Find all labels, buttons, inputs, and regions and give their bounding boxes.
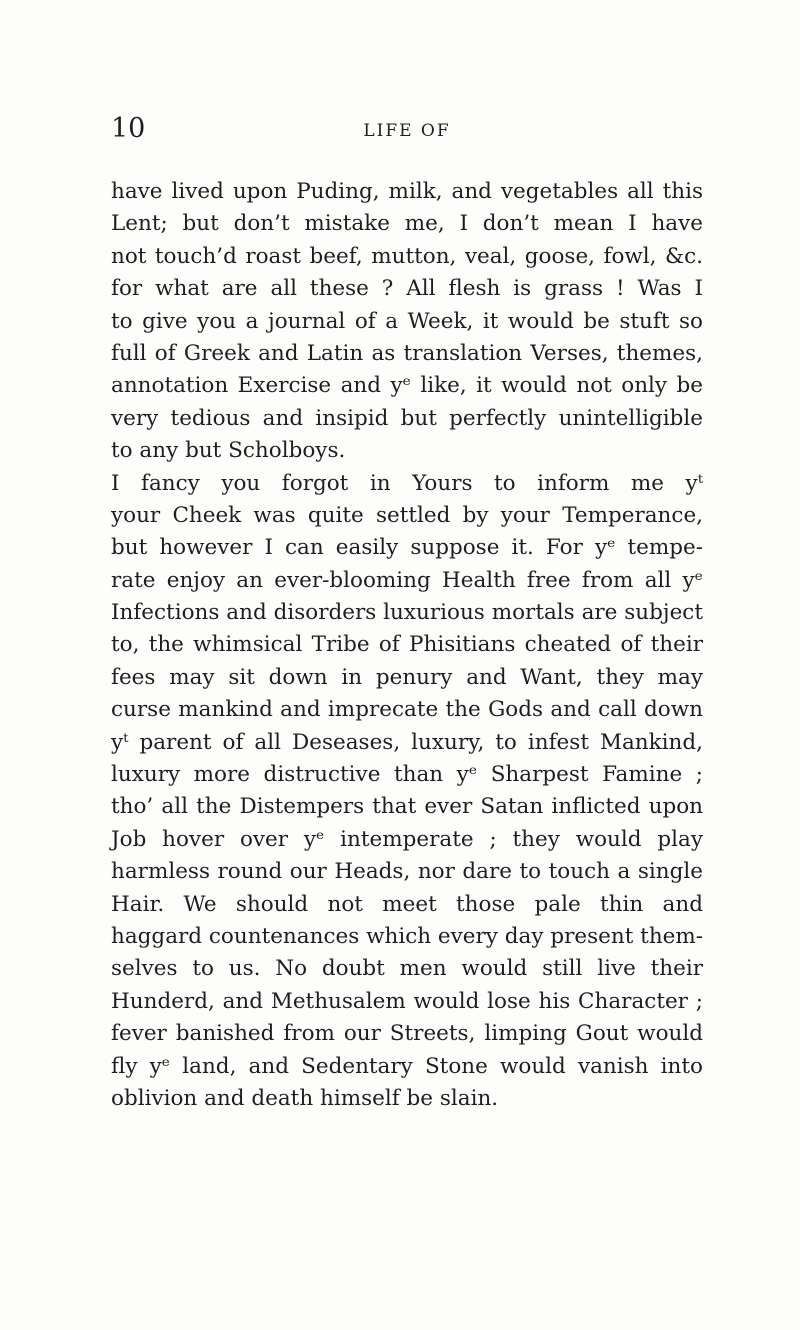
- text-line: haggard countenances which every day present them-: [111, 923, 704, 949]
- text-line: very tedious and insipid but perfectly unintelligible: [111, 405, 703, 431]
- text-line: Lent; but don’t mistake me, I don’t mean I have: [111, 211, 703, 237]
- text-line: not touch’d roast beef, mutton, veal, goose, fowl, &c.: [111, 243, 703, 269]
- text-line: to any but Scholboys.: [111, 438, 346, 464]
- text-line: to, the whimsical Tribe of Phisitians cheated of their: [111, 632, 703, 658]
- text-line: tho’ all the Distempers that ever Satan inflicted upon: [111, 794, 703, 820]
- text-line: selves to us. No doubt men would still live their: [111, 956, 703, 982]
- text-line: fly yᵉ land, and Sedentary Stone would vanish into: [111, 1053, 703, 1079]
- page-header: [111, 112, 703, 152]
- text-line: your Cheek was quite settled by your Temperance,: [111, 502, 703, 528]
- text-line: to give you a journal of a Week, it would be stuft so: [111, 308, 703, 334]
- text-line: curse mankind and imprecate the Gods and call down: [111, 697, 703, 723]
- body-text: [111, 176, 703, 1115]
- text-line: Hair. We should not meet those pale thin and: [111, 891, 703, 917]
- text-line: luxury more distructive than yᵉ Sharpest Famine ;: [111, 762, 703, 788]
- text-line: but however I can easily suppose it. For yᵉ tempe-: [111, 535, 703, 561]
- text-line: rate enjoy an ever-blooming Health free from all yᵉ: [111, 567, 703, 593]
- text-line: for what are all these ? All flesh is grass ! Was I: [111, 276, 703, 302]
- text-line: harmless round our Heads, nor dare to touch a single: [111, 859, 703, 885]
- text-line: fever banished from our Streets, limping Gout would: [111, 1021, 703, 1047]
- running-title: LIFE OF: [363, 121, 451, 141]
- text-line: I fancy you forgot in Yours to inform me yᵗ: [111, 470, 703, 496]
- text-line: Hunderd, and Methusalem would lose his Character ;: [111, 988, 703, 1014]
- text-line: yᵗ parent of all Deseases, luxury, to infest Mankind,: [111, 729, 703, 755]
- text-line: have lived upon Puding, milk, and vegetables all this: [111, 179, 703, 204]
- text-line: fees may sit down in penury and Want, they may: [111, 664, 703, 690]
- text-line: annotation Exercise and yᵉ like, it would not only be: [111, 373, 703, 399]
- text-line: oblivion and death himself be slain.: [111, 1085, 499, 1111]
- page-number: 10: [111, 113, 146, 144]
- text-line: full of Greek and Latin as translation Verses, themes,: [111, 340, 703, 366]
- text-line: Infections and disorders luxurious mortals are subject: [111, 600, 703, 626]
- text-line: Job hover over yᵉ intemperate ; they would play: [111, 826, 703, 852]
